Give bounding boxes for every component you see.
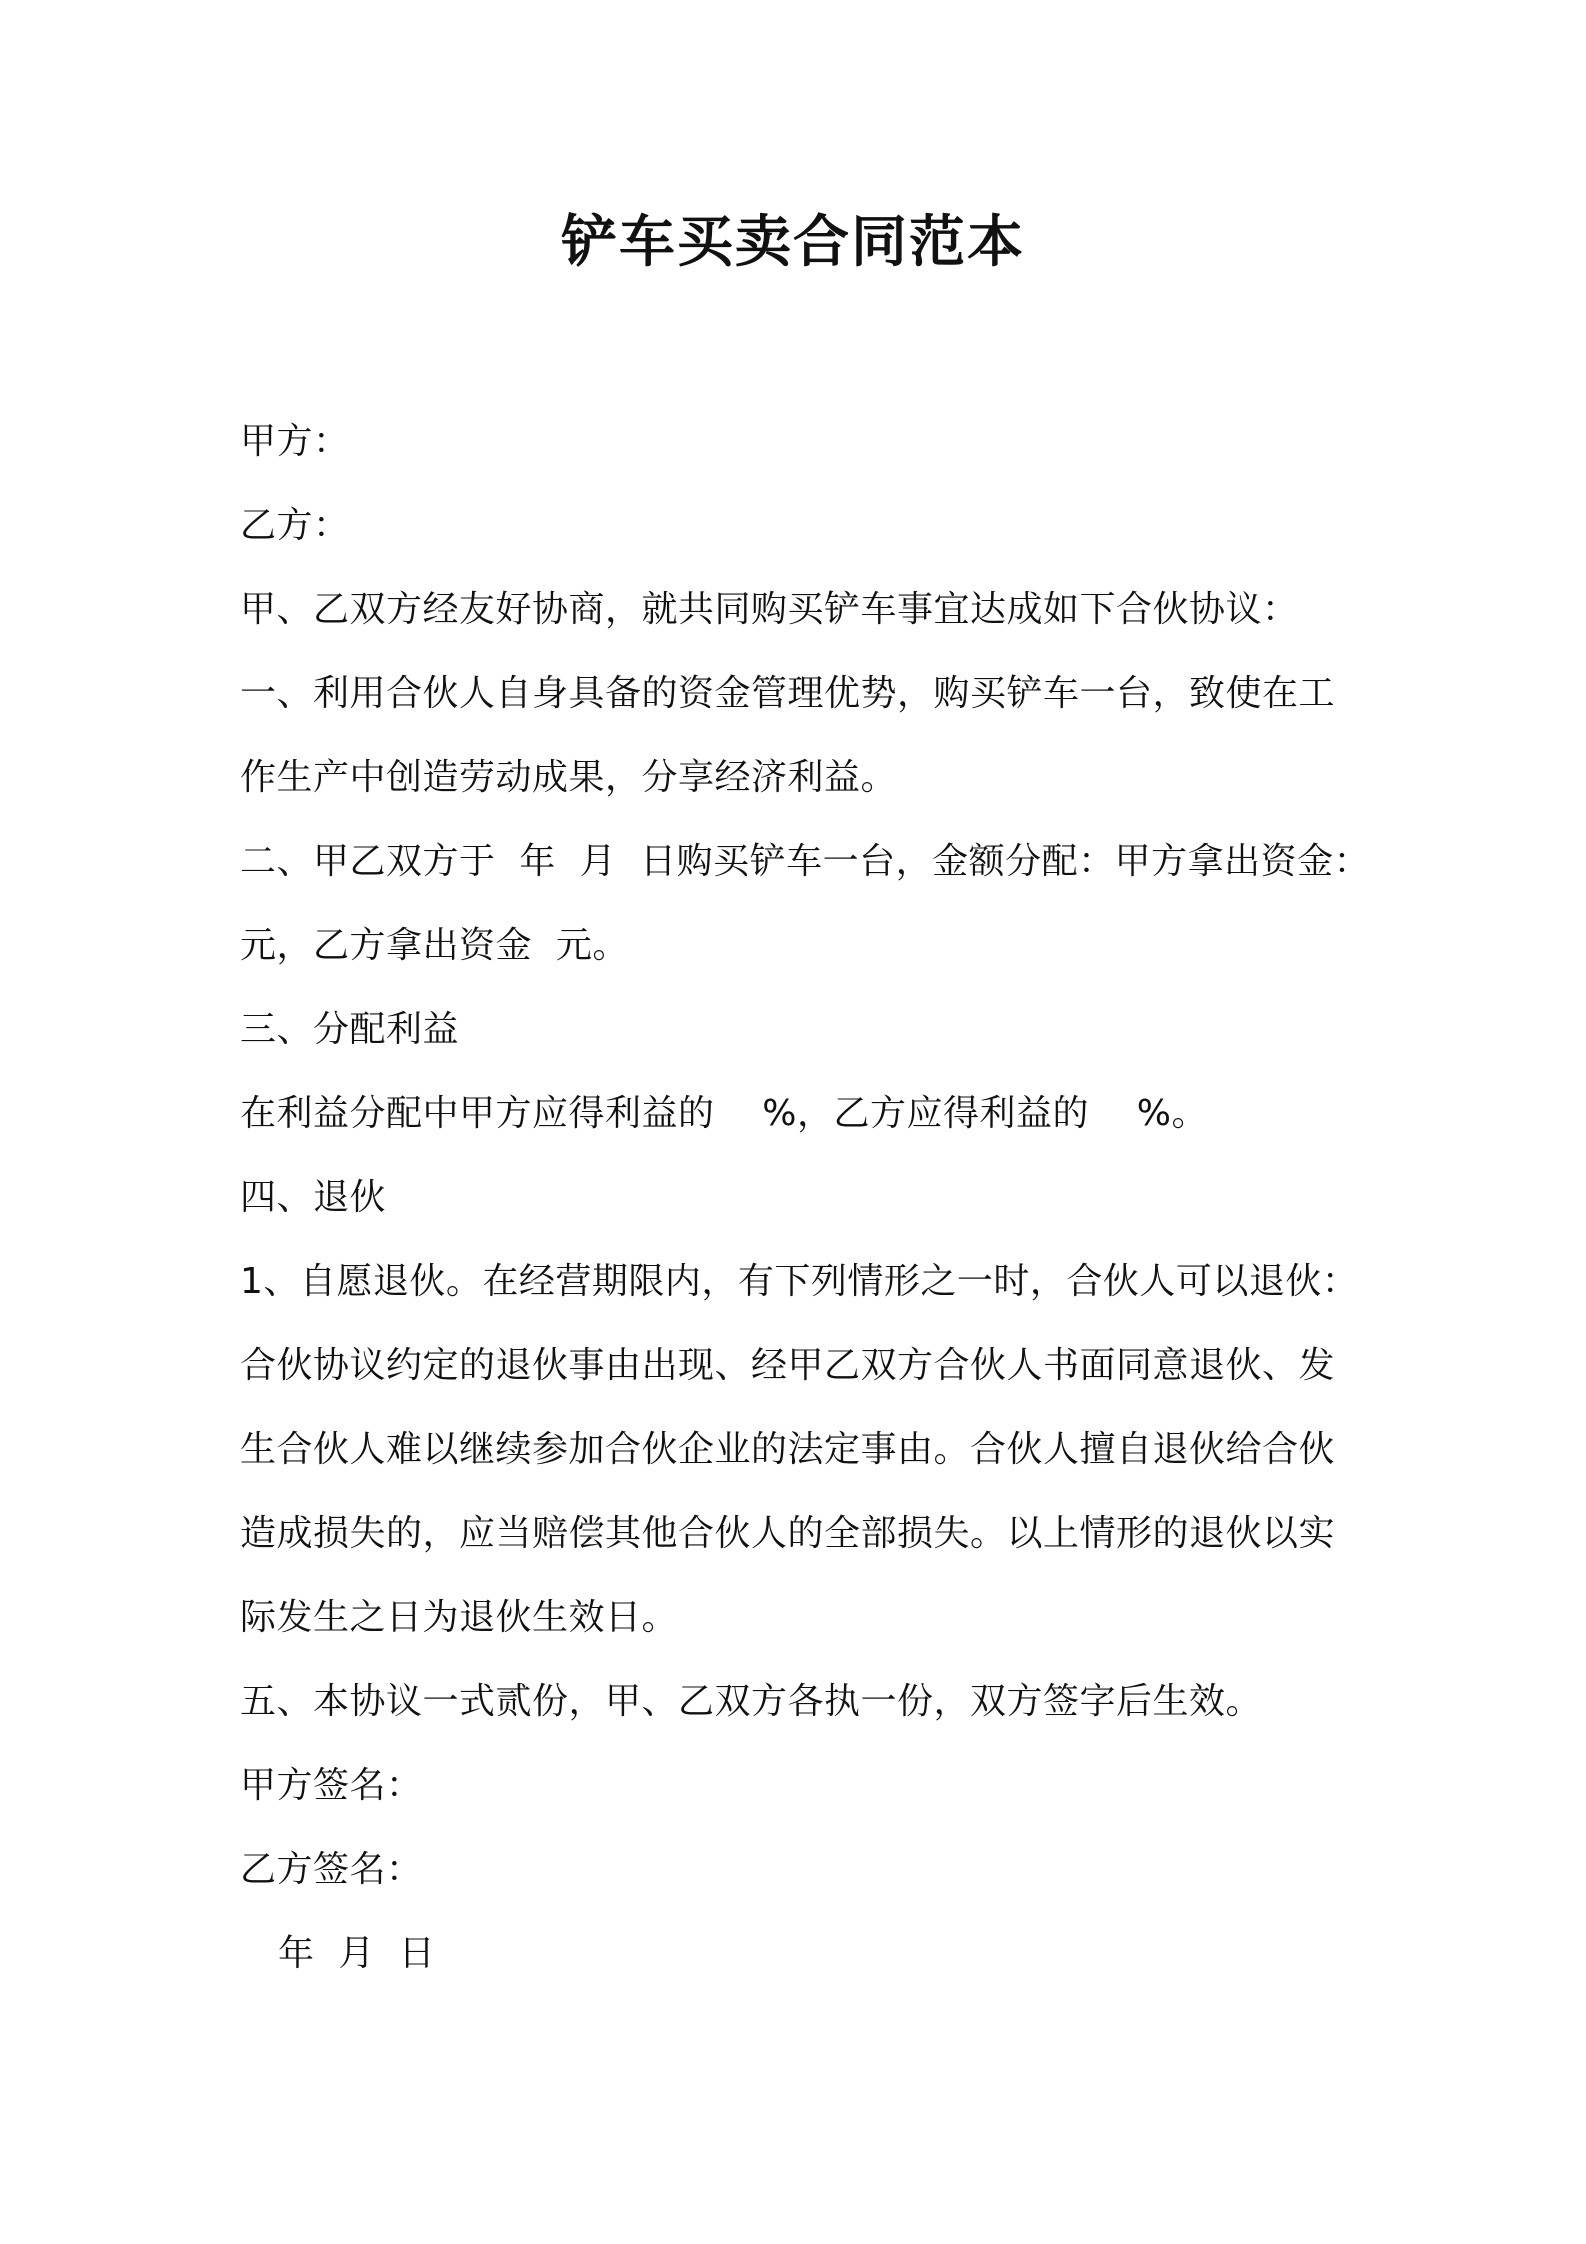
document-body — [240, 400, 1370, 1996]
signing-date: 年 月 日 — [278, 1933, 436, 1974]
clause-4-line-5: 际发生之日为退伙生效日。 — [240, 1597, 679, 1638]
party-a-signature: 甲方签名： — [240, 1765, 423, 1806]
party-b-line: 乙方： — [240, 505, 350, 546]
clause-3-body: 在利益分配中甲方应得利益的 %，乙方应得利益的 %。 — [240, 1093, 1208, 1134]
clause-5: 五、本协议一式贰份，甲、乙双方各执一份，双方签字后生效。 — [240, 1681, 1263, 1722]
document-title: 铲车买卖合同范本 — [561, 210, 1025, 275]
clause-4-heading: 四、退伙 — [240, 1177, 387, 1218]
party-b-signature: 乙方签名： — [240, 1849, 423, 1890]
clause-2-line-1: 二、甲乙双方于 年 月 日购买铲车一台，金额分配：甲方拿出资金： — [240, 841, 1371, 882]
clause-4-line-1: 1、自愿退伙。在经营期限内，有下列情形之一时，合伙人可以退伙： — [240, 1261, 1359, 1302]
clause-1-line-2: 作生产中创造劳动成果，分享经济利益。 — [240, 757, 898, 798]
clause-3-heading: 三、分配利益 — [240, 1009, 460, 1050]
clause-4-line-3: 生合伙人难以继续参加合伙企业的法定事由。合伙人擅自退伙给合伙 — [240, 1429, 1336, 1470]
clause-1-line-1: 一、利用合伙人自身具备的资金管理优势，购买铲车一台，致使在工 — [240, 673, 1336, 714]
clause-2-line-2: 元，乙方拿出资金 元。 — [240, 925, 629, 966]
clause-4-line-2: 合伙协议约定的退伙事由出现、经甲乙双方合伙人书面同意退伙、发 — [240, 1345, 1336, 1386]
party-a-line: 甲方： — [240, 421, 350, 462]
clause-4-line-4: 造成损失的，应当赔偿其他合伙人的全部损失。以上情形的退伙以实 — [240, 1513, 1336, 1554]
agreement-intro: 甲、乙双方经友好协商，就共同购买铲车事宜达成如下合伙协议： — [240, 589, 1299, 630]
